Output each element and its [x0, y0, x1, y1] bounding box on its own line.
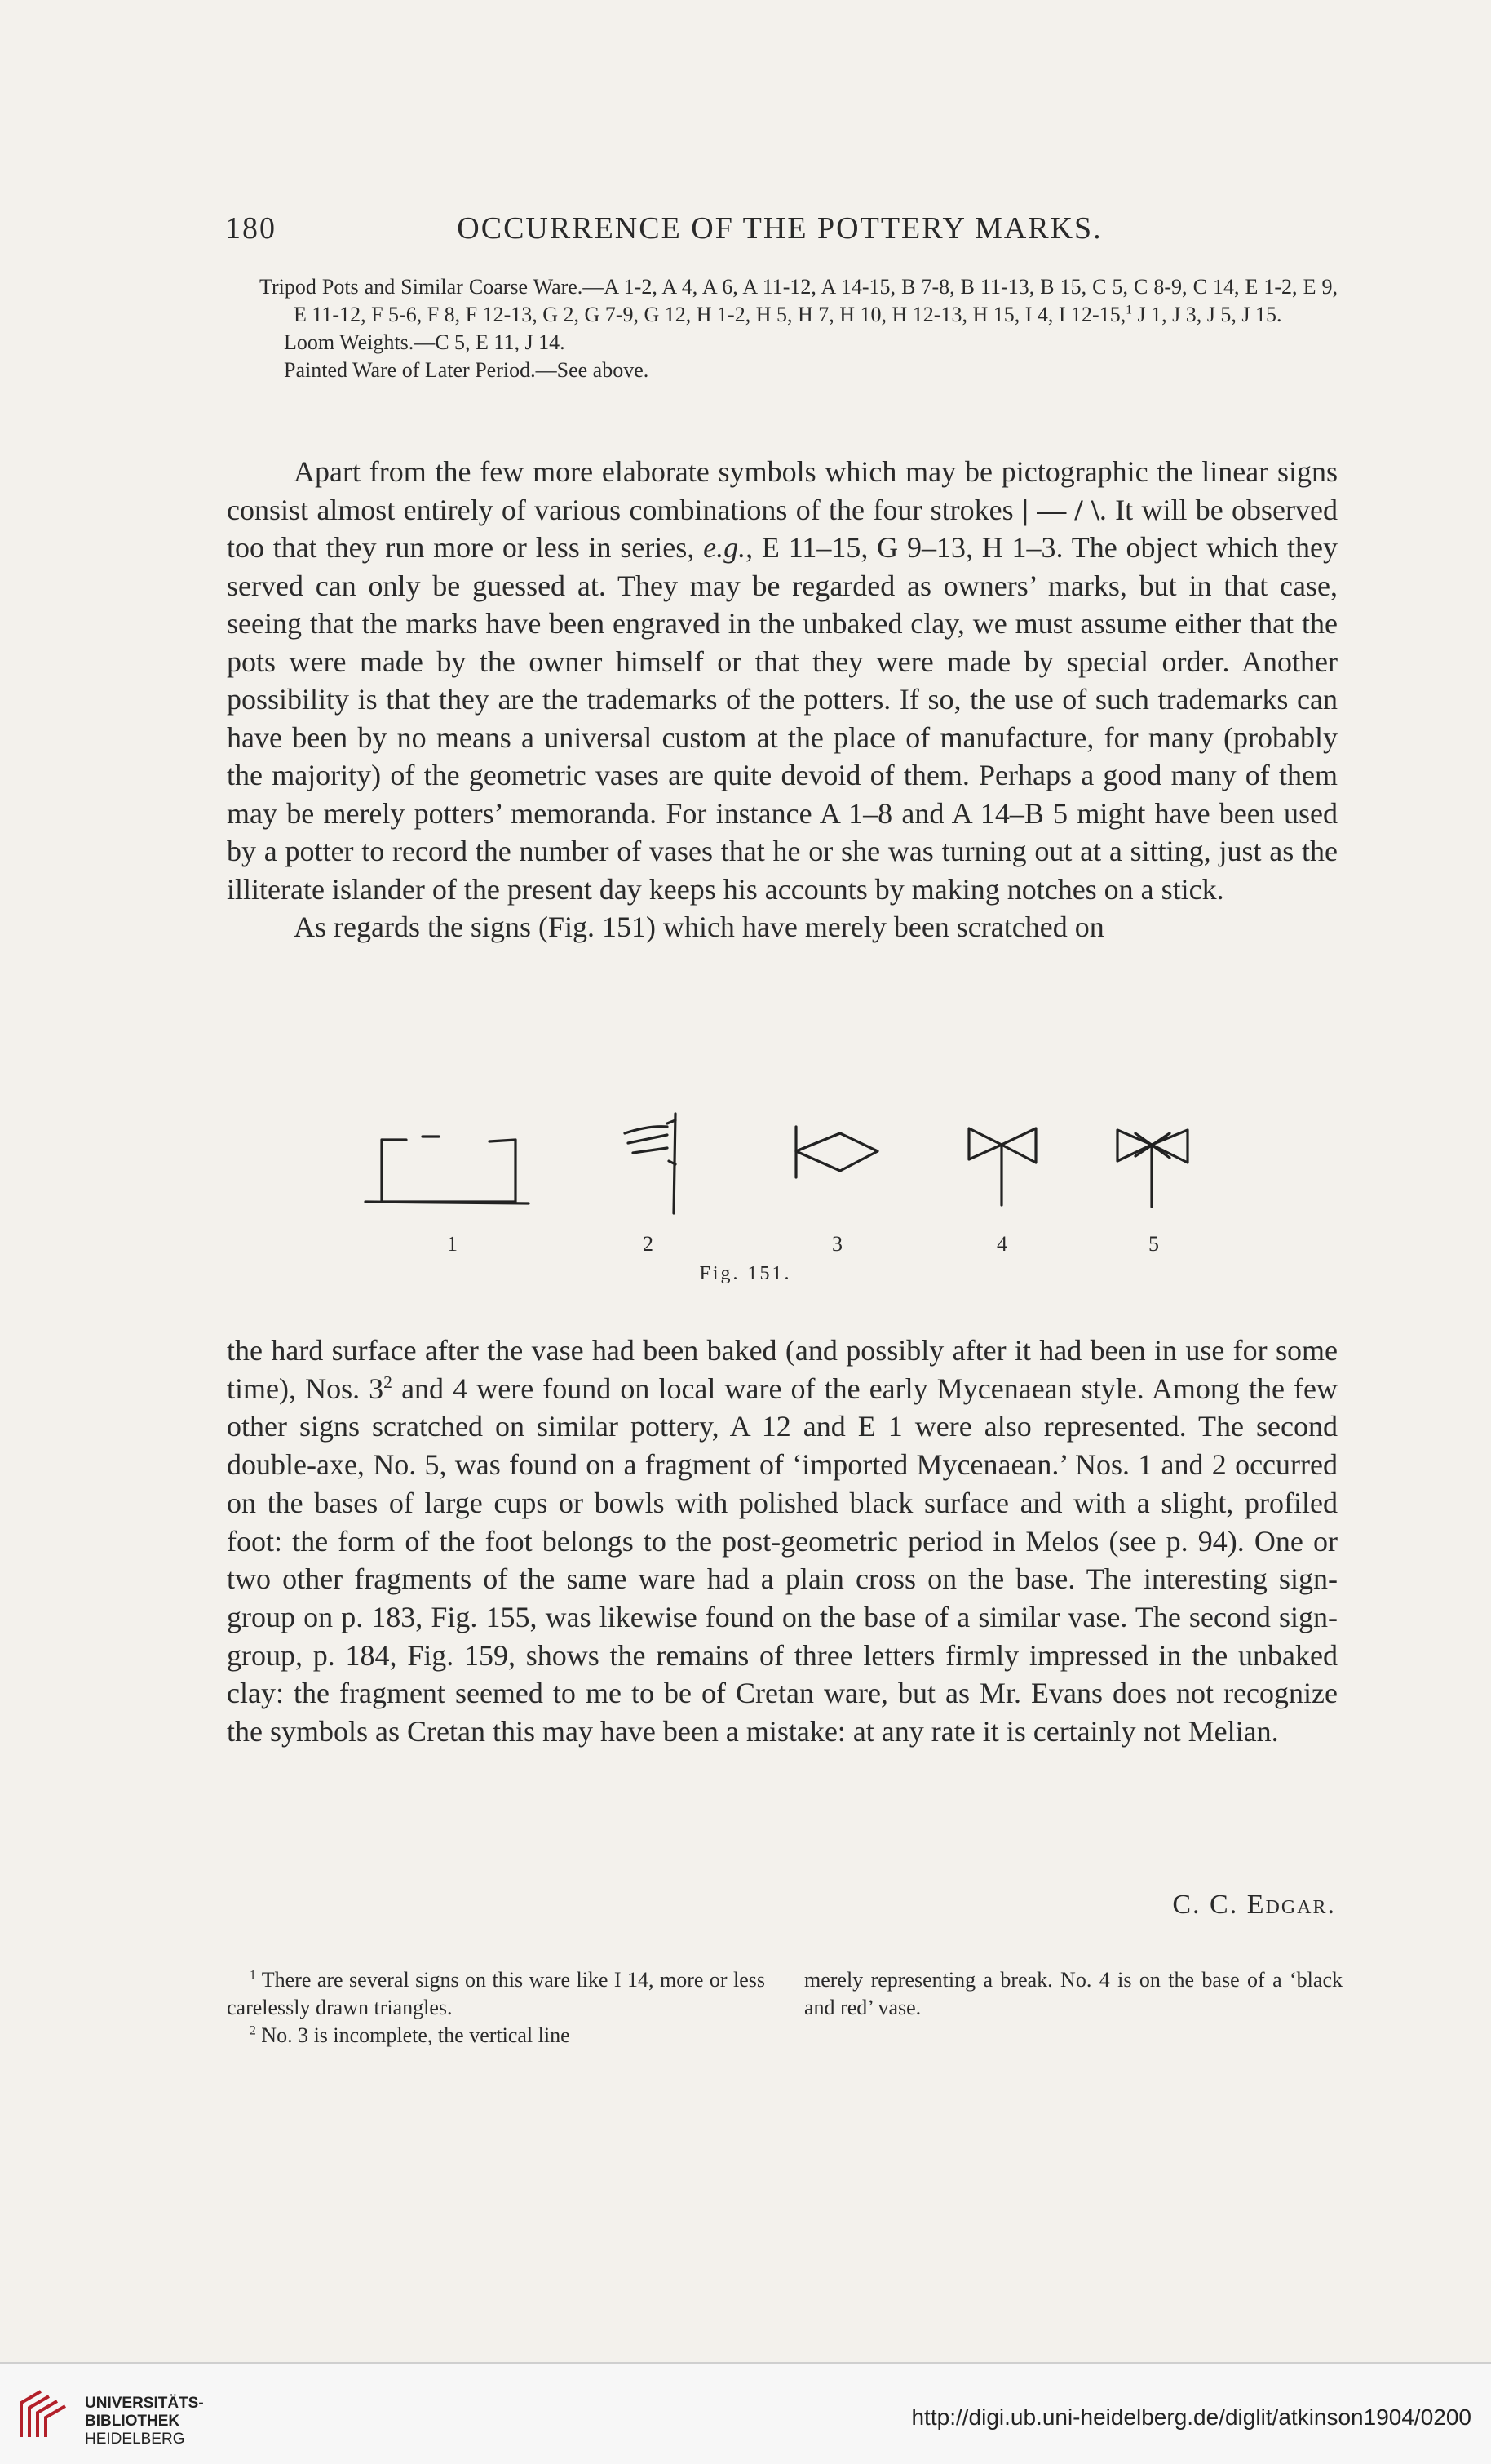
ware-list — [259, 273, 1338, 384]
page-number: 180 — [225, 211, 277, 246]
running-title: OCCURRENCE OF THE POTTERY MARKS. — [457, 211, 1103, 246]
figure-signs — [343, 1097, 1305, 1236]
paragraph-2-continued: the hard surface after the vase had been baked (and possibly after it had been in use for some time), Nos. $3^2$ and 4 were found on local ware of the early Mycenaean style. Among the few other signs scratched on similar pottery, A 12 and E 1 were also represented. The second double-axe, No. 5, was found on a fragment of ‘imported Mycenaean.’ Nos. 1 and 2 occurred on the bases of large cups or bowls with polished black surface and with a slight, profiled foot: the form of the foot belongs to the post-geometric period in Melos (see p. 94). One or two other fragments of the same ware had a plain cross on the base. The interesting sign-group on p. 183, Fig. 155, was likewise found on the base of a similar vase. The second sign-group, p. 184, Fig. 159, shows the remains of three letters firmly impressed in the unbaked clay: the fragment seemed to me to be of Cretan ware, but as Mr. Evans does not recognize the symbols as Cretan this may have been a mistake: at any rate it is certainly not Melian. — [227, 1334, 1338, 1748]
permalink-url[interactable]: http://digi.ub.uni-heidelberg.de/diglit/atkinson1904/0200 — [911, 2404, 1471, 2430]
sign-4 — [969, 1128, 1036, 1205]
list-item-painted: Painted Ware of Later Period.—See above. — [284, 358, 649, 382]
body-text-2 — [227, 1332, 1338, 1751]
sign-2 — [625, 1114, 675, 1213]
sign-3 — [796, 1127, 878, 1177]
footnotes-right-column — [804, 1966, 1343, 2022]
stroke-symbols: | — / \ — [1021, 493, 1099, 526]
paragraph-2-start: As regards the signs (Fig. 151) which have merely been scratched on — [294, 911, 1104, 943]
footnote-2-continued: merely representing a break. No. 4 is on the base of a ‘black and red’ vase. — [804, 1968, 1343, 2019]
figure-caption: Fig. 151. — [699, 1263, 792, 1284]
list-item-loom: Loom Weights.—C 5, E 11, J 14. — [284, 330, 565, 354]
figure-number-4: 4 — [997, 1232, 1007, 1256]
footnote-2: $^2$ No. 3 is incomplete, the vertical line — [250, 2023, 570, 2047]
digitization-footer — [0, 2362, 1491, 2464]
library-name: UNIVERSITÄTS- BIBLIOTHEK HEIDELBERG — [85, 2395, 204, 2448]
sign-5 — [1117, 1130, 1188, 1207]
footnotes-left-column — [227, 1966, 765, 2050]
footnote-ref-1: 1 — [1126, 303, 1133, 317]
library-logo-icon — [16, 2388, 75, 2440]
figure-number-3: 3 — [832, 1232, 843, 1256]
footnote-ref-2: 2 — [383, 1372, 392, 1392]
figure-number-2: 2 — [643, 1232, 653, 1256]
list-item-tripod: Tripod Pots and Similar Coarse Ware.—A 1-2, A 4, A 6, A 11-12, A 14-15, B 7-8, B 11-13, B 15, C 5, C 8-9, C 14, E 1-2, E 9, E 11-12, F 5-6, F 8, F 12-13, G 2, G 7-9, G 12, H 1-2, H 5, H 7, H 10, H 12-13, H 15, I 4, I 12-15,$^1$ J 1, J 3, J 5, J 15. — [259, 275, 1338, 326]
author-signature: C. C. Edgar. — [1172, 1890, 1336, 1920]
figure-number-1: 1 — [447, 1232, 458, 1256]
body-text-1 — [227, 453, 1338, 946]
figure-number-5: 5 — [1148, 1232, 1159, 1256]
paragraph-1: Apart from the few more elaborate symbols which may be pictographic the linear signs consist almost entirely of various combinations of the four strokes | — / \. It will be observed too that they run more or less in series, e.g., E 11–15, G 9–13, H 1–3. The object which they served can only be guessed at. They may be regarded as owners’ marks, but in that case, seeing that the marks have been engraved in the unbaked clay, we must assume either that the pots were made by the owner himself or that they were made by special order. Another possibility is that they are the trademarks of the potters. If so, the use of such trademarks can have been by no means a universal custom at the place of manufacture, for many (probably the majority) of the geometric vases are quite devoid of them. Perhaps a good many of them may be merely potters’ memoranda. For instance A 1–8 and A 14–B 5 might have been used by a potter to record the number of vases that he or she was turning out at a sitting, just as the illiterate islander of the present day keeps his accounts by making notches on a stick. — [227, 455, 1338, 906]
footnote-1: $^1$ There are several signs on this ware like I 14, more or less carelessly drawn triangles. — [227, 1968, 765, 2019]
sign-1 — [365, 1137, 529, 1203]
